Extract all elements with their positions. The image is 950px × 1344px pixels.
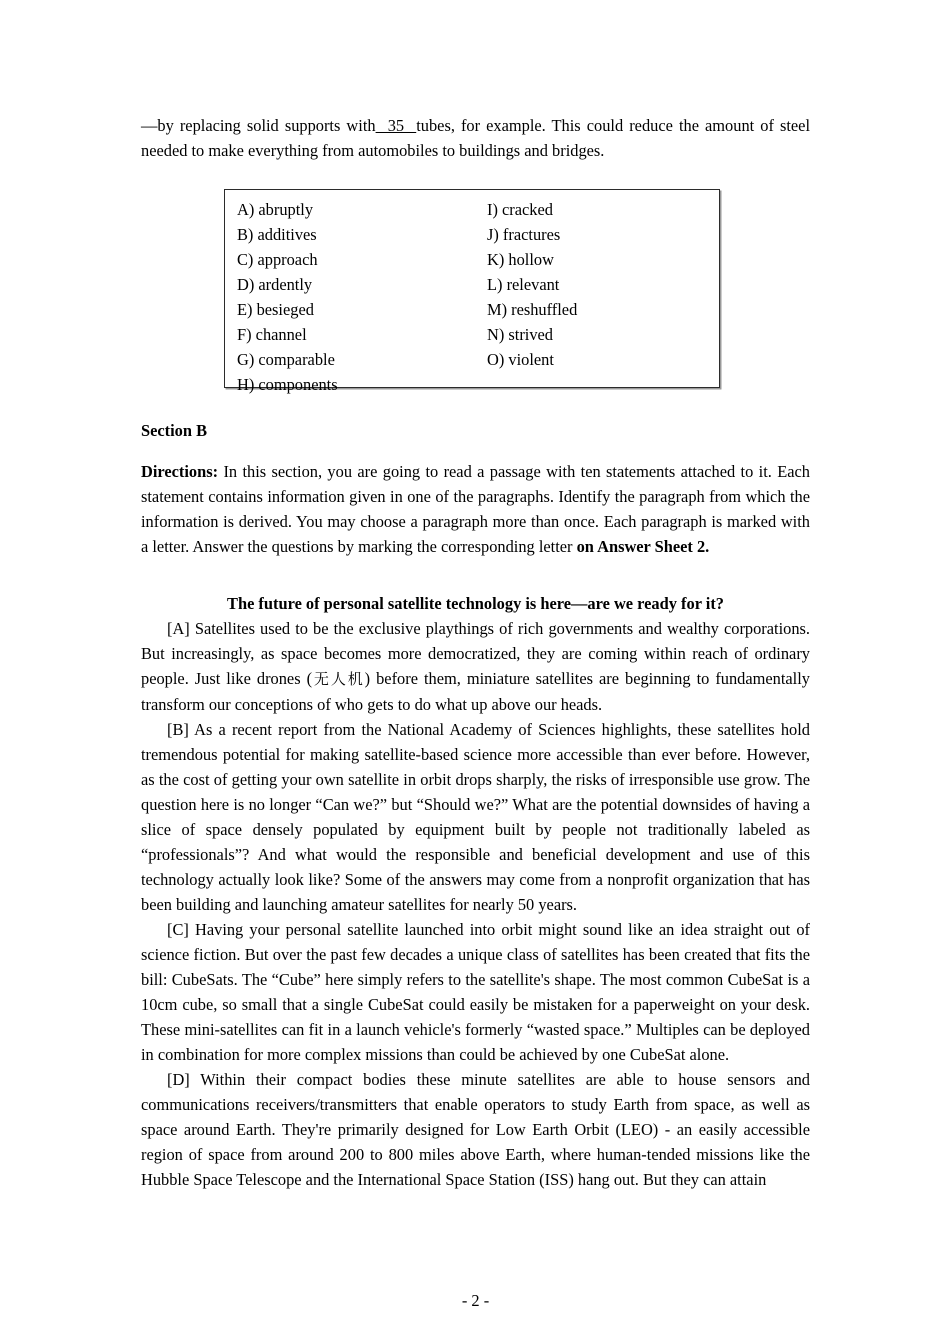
paragraph-a-text-1: Satellites used to be the exclusive playthings of rich governments and wealthy corporations. But increasingly, as space becomes more democratized, they are coming within reach of ordinary people. Just like drones (	[141, 619, 810, 688]
paragraph-label-c: [C]	[167, 920, 189, 939]
option-h[interactable]: H) components	[237, 375, 338, 394]
paragraph-a-text-2: ) before them, miniature satellites are beginning to fundamentally transform our conceptions of who gets to do what up above our heads.	[141, 669, 810, 714]
paragraph-a-chinese-gloss: 无人机	[312, 670, 365, 688]
section-b-heading: Section B	[141, 421, 208, 440]
option-a[interactable]: A) abruptly	[237, 200, 314, 219]
cloze-blank-35: 35	[375, 116, 417, 135]
section-b-directions	[141, 459, 810, 559]
option-e[interactable]: E) besieged	[237, 300, 314, 319]
paragraph-d-text: Within their compact bodies these minute satellites are able to house sensors and communications receivers/transmitters that enable operators to study Earth from space, as well as space around Earth. They're primarily designed for Low Earth Orbit (LEO) - an easily accessible region of space from around 200 to 800 miles above Earth, where human-tended missions like the Hubble Space Telescope and the International Space Station (ISS) hang out. But they can attain	[141, 1070, 810, 1189]
top-continuation-block	[141, 113, 810, 163]
option-n[interactable]: N) strived	[487, 325, 554, 344]
passage-paragraph-d	[141, 1067, 810, 1192]
page-number: - 2 -	[461, 1291, 490, 1310]
option-k[interactable]: K) hollow	[487, 250, 554, 269]
option-m[interactable]: M) reshuffled	[487, 300, 578, 319]
paragraph-label-a: [A]	[167, 619, 190, 638]
option-i[interactable]: I) cracked	[487, 200, 553, 219]
option-j[interactable]: J) fractures	[487, 225, 561, 244]
option-o[interactable]: O) violent	[487, 350, 554, 369]
passage-paragraph-a	[141, 616, 810, 717]
passage-paragraph-c	[141, 917, 810, 1067]
directions-answer-sheet-note: on Answer Sheet 2.	[576, 537, 710, 557]
page-footer	[141, 1288, 810, 1313]
cloze-text-before-blank: —by replacing solid supports with	[141, 116, 376, 135]
paragraph-label-b: [B]	[167, 720, 189, 739]
document-page	[141, 0, 810, 1344]
option-c[interactable]: C) approach	[237, 250, 318, 269]
options-left-column	[237, 197, 338, 397]
reading-passage	[141, 591, 810, 1192]
paragraph-label-d: [D]	[167, 1070, 190, 1089]
paragraph-c-text: Having your personal satellite launched into orbit might sound like an idea straight out of science fiction. But over the past few decades a unique class of satellites has been created that fits the bill: CubeSats. The “Cube” here simply refers to the satellite's shape. The most common CubeSat is a 10cm cube, so small that a single CubeSat could easily be mistaken for a paperweight on your desk. These mini-satellites can fit in a launch vehicle's formerly “wasted space.” Multiples can be deployed in combination for more complex missions than could be achieved by one CubeSat alone.	[141, 920, 810, 1064]
section-b-block	[141, 418, 810, 576]
directions-body: In this section, you are going to read a passage with ten statements attached to it. Each statement contains information given in one of the paragraphs. Identify the paragraph from which the information is derived. You may choose a paragraph more than once. Each paragraph is marked with a letter. Answer the questions by marking the corresponding letter	[141, 462, 810, 557]
option-d[interactable]: D) ardently	[237, 275, 313, 294]
cloze-continuation-paragraph	[141, 113, 810, 163]
cloze-text-after-blank: tubes, for example. This could reduce the amount of steel needed to make everything from automobiles to buildings and bridges.	[141, 116, 810, 160]
directions-label: Directions:	[141, 462, 219, 482]
option-f[interactable]: F) channel	[237, 325, 307, 344]
passage-paragraph-b	[141, 717, 810, 917]
option-b[interactable]: B) additives	[237, 225, 317, 244]
option-l[interactable]: L) relevant	[487, 275, 560, 294]
passage-title: The future of personal satellite technology is here—are we ready for it?	[227, 594, 724, 613]
word-bank-options-box	[224, 189, 720, 394]
paragraph-b-text: As a recent report from the National Academy of Sciences highlights, these satellites hold tremendous potential for making satellite-based science more accessible than ever before. However, as the cost of getting your own satellite in orbit drops sharply, the risks of irresponsible use grow. The question here is no longer “Can we?” but “Should we?” What are the potential downsides of having a slice of space densely populated by equipment built by people not traditionally labeled as “professionals”? And what would the responsible and beneficial development and use of this technology actually look like? Some of the answers may come from a nonprofit organization that has been building and launching amateur satellites for nearly 50 years.	[141, 720, 810, 914]
options-right-column	[487, 197, 577, 372]
option-g[interactable]: G) comparable	[237, 350, 335, 369]
